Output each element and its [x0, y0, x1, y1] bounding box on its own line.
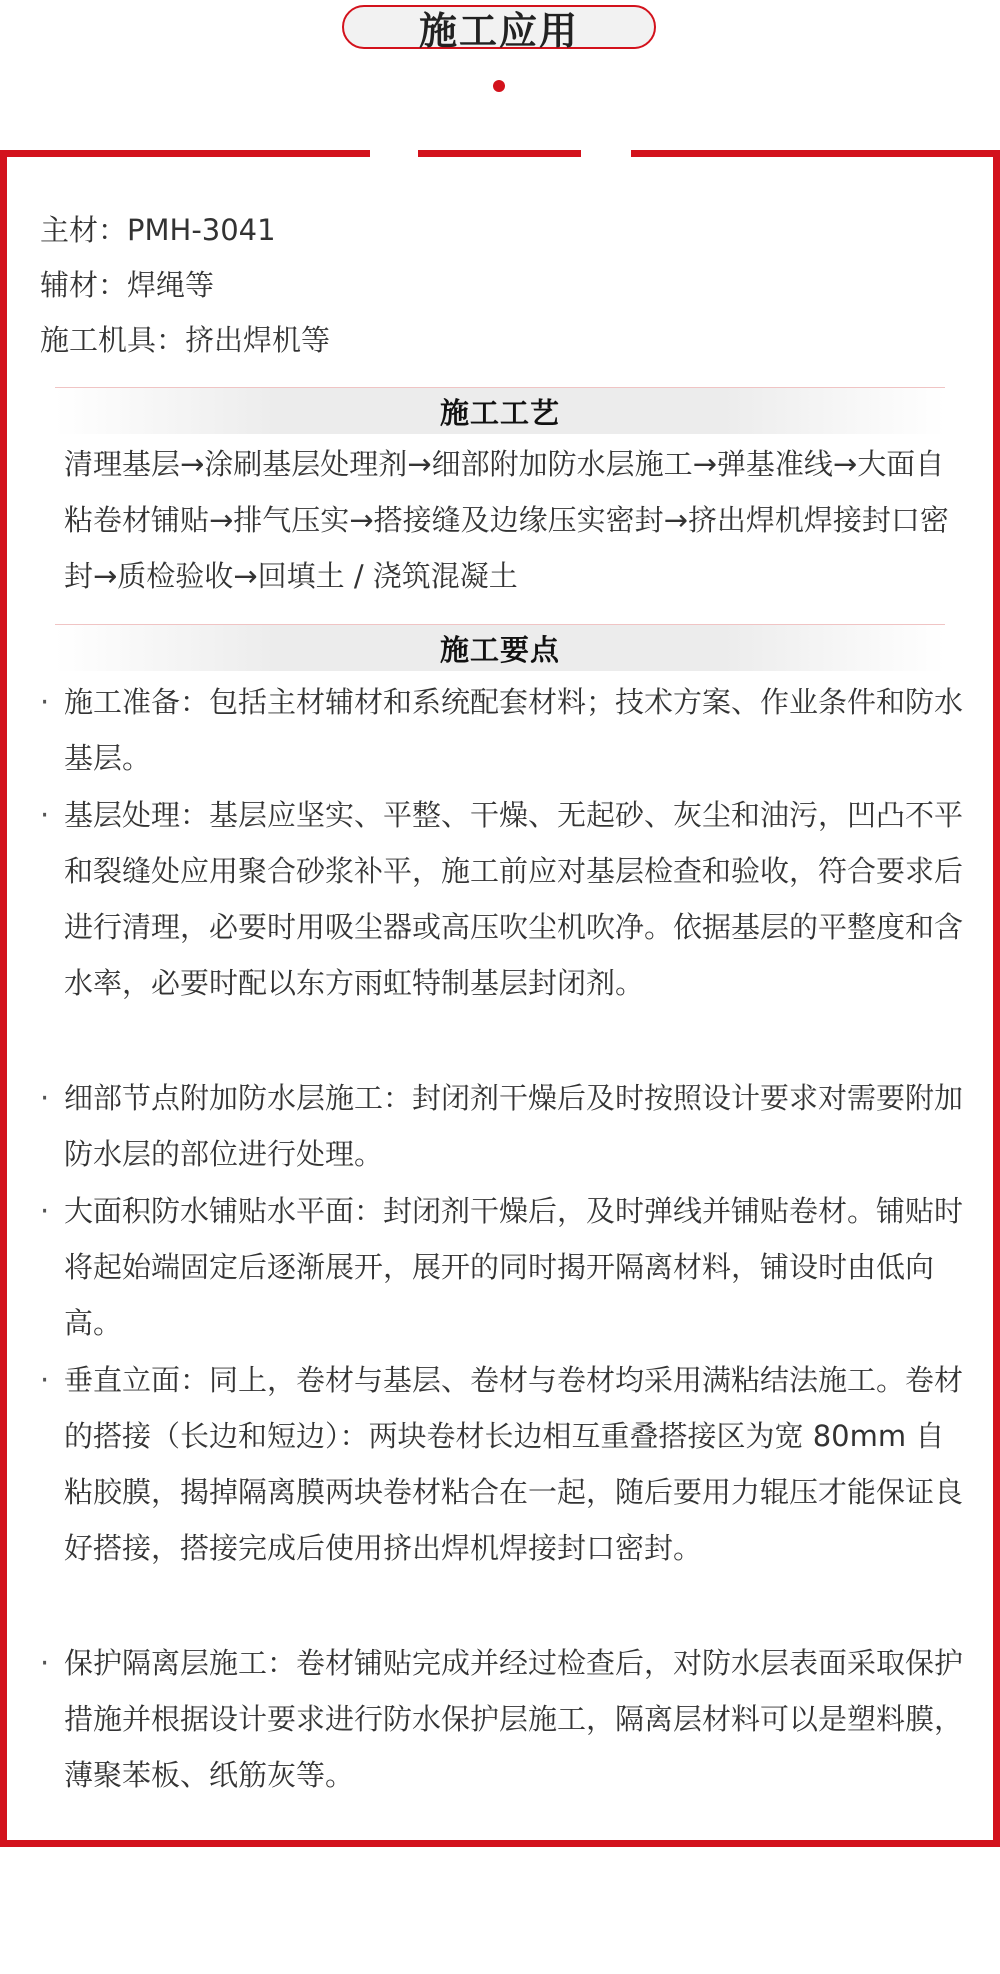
frame-top-middle	[418, 150, 581, 157]
frame-right	[993, 150, 1000, 1846]
frame-bottom	[0, 1840, 1000, 1847]
page-title	[342, 5, 656, 53]
points-heading-band	[55, 624, 945, 671]
main-material: 主材：PMH-3041	[40, 213, 276, 247]
process-text: 清理基层→涂刷基层处理剂→细部附加防水层施工→弹基准线→大面自粘卷材铺贴→排气压实→搭接缝及边缘压实密封→挤出焊机焊接封口密封→质检验收→回填土 / 浇筑混凝土	[64, 447, 949, 593]
bullet-dot: ·	[40, 685, 50, 719]
point-text: 细部节点附加防水层施工：封闭剂干燥后及时按照设计要求对需要附加防水层的部位进行处理。	[64, 1081, 964, 1171]
point-text: 大面积防水铺贴水平面：封闭剂干燥后，及时弹线并铺贴卷材。铺贴时将起始端固定后逐渐展开，展开的同时揭开隔离材料，铺设时由低向高。	[64, 1194, 964, 1340]
point-item	[40, 1183, 964, 1351]
title-dot-decoration	[493, 80, 505, 92]
frame-top-left	[0, 150, 370, 157]
process-heading-band	[55, 387, 945, 434]
point-text: 基层处理：基层应坚实、平整、干燥、无起砂、灰尘和油污，凹凸不平和裂缝处应用聚合砂浆补平，施工前应对基层检查和验收，符合要求后进行清理，必要时用吸尘器或高压吹尘机吹净。依据基层的平整度和含水率，必要时配以东方雨虹特制基层封闭剂。	[64, 798, 964, 1000]
point-item	[40, 1635, 964, 1803]
point-item	[40, 1070, 964, 1182]
point-item	[40, 1352, 964, 1576]
point-text: 保护隔离层施工：卷材铺贴完成并经过检查后，对防水层表面采取保护措施并根据设计要求进行防水保护层施工，隔离层材料可以是塑料膜，薄聚苯板、纸筋灰等。	[64, 1646, 964, 1792]
bullet-dot: ·	[40, 1363, 50, 1397]
page-title-text: 施工应用	[418, 8, 579, 53]
bullet-dot: ·	[40, 1194, 50, 1228]
frame-left	[0, 150, 7, 1846]
point-item	[40, 674, 964, 786]
frame-top-right	[631, 150, 1000, 157]
aux-material: 辅材：焊绳等	[40, 268, 215, 302]
bullet-dot: ·	[40, 1081, 50, 1115]
bullet-dot: ·	[40, 798, 50, 832]
points-heading: 施工要点	[439, 632, 560, 667]
process-heading: 施工工艺	[439, 395, 560, 430]
bullet-dot: ·	[40, 1646, 50, 1680]
point-item	[40, 787, 964, 1011]
point-text: 垂直立面：同上，卷材与基层、卷材与卷材均采用满粘结法施工。卷材的搭接（长边和短边）：两块卷材长边相互重叠搭接区为宽 80mm 自粘胶膜，揭掉隔离膜两块卷材粘合在一起，随后要用力辊压才能保证良好搭接，搭接完成后使用挤出焊机焊接封口密封。	[64, 1363, 964, 1565]
construction-tools: 施工机具：挤出焊机等	[40, 323, 331, 357]
point-text: 施工准备：包括主材辅材和系统配套材料；技术方案、作业条件和防水基层。	[64, 685, 964, 775]
